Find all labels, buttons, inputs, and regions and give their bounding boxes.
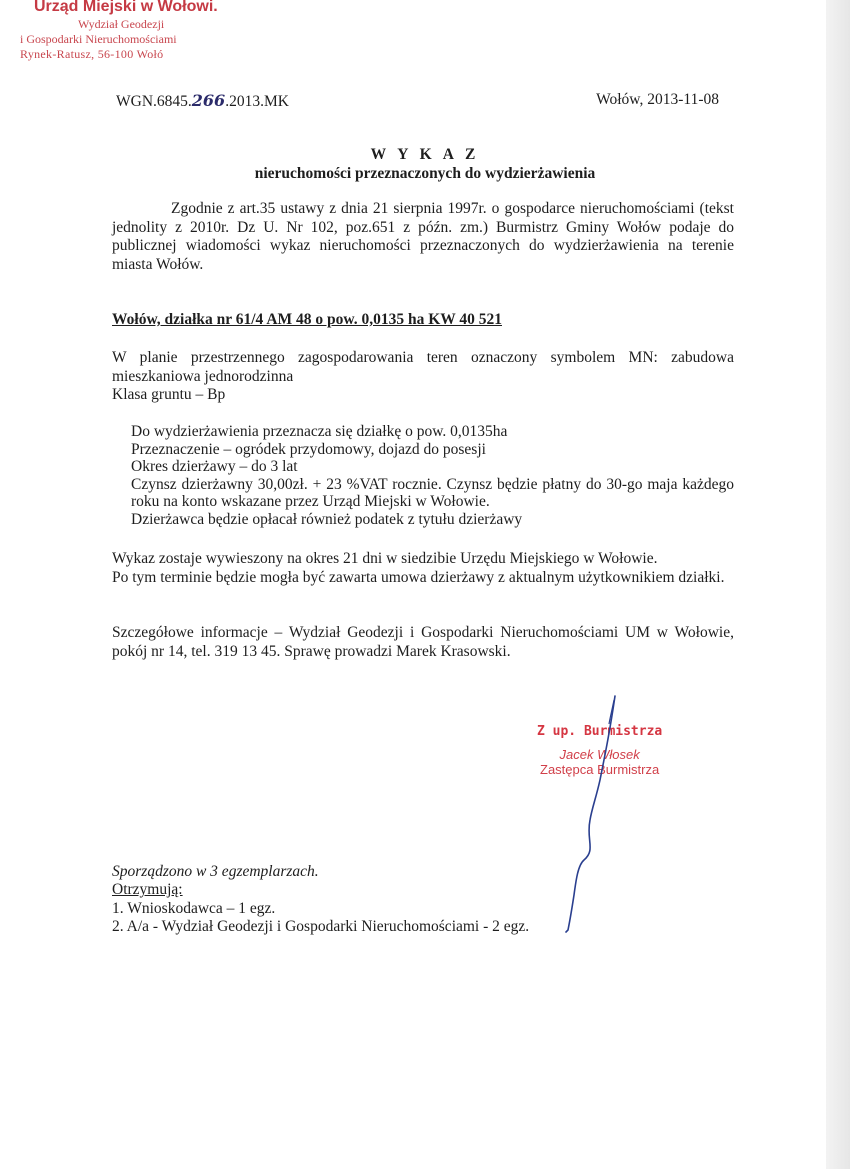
posting-notice — [112, 550, 734, 587]
reference-prefix: WGN.6845. — [116, 93, 192, 110]
handwritten-signature — [548, 690, 628, 940]
zoning-description: W planie przestrzennego zagospodarowania teren oznaczony symbolem MN: zabudowa mieszkaniowa jednorodzinna — [112, 349, 734, 385]
intro-paragraph: Zgodnie z art.35 ustawy z dnia 21 sierpnia 1997r. o gospodarce nieruchomościami (tekst jednolity z 2010r. Dz U. Nr 102, poz.651 z późn. zm.) Burmistrz Gminy Wołów podaje do publicznej wiadomości wykaz nieruchomości przeznaczonych do wydzierżawienia na terenie miasta Wołów. — [112, 200, 734, 273]
reference-handwritten-number: 266 — [191, 91, 226, 110]
stamp-department: Wydział Geodezji — [78, 17, 165, 31]
parcel-heading: Wołów, działka nr 61/4 AM 48 o pow. 0,0135 ha KW 40 521 — [112, 311, 502, 328]
office-header-stamp — [20, 0, 218, 62]
recipient-item: 2. A/a - Wydział Geodezji i Gospodarki Nieruchomościami - 2 egz. — [112, 917, 530, 935]
detail-rent: Czynsz dzierżawny 30,00zł. + 23 %VAT rocznie. Czynsz będzie płatny do 30-go maja każdego roku na konto wskazane przez Urząd Miejski w Wołowie. — [131, 475, 734, 510]
place-date: Wołów, 2013-11-08 — [596, 91, 719, 108]
stamp-office-name: Urząd Miejski w Wołowi. — [34, 0, 218, 15]
document-footer — [112, 863, 529, 936]
zoning-plan — [112, 349, 734, 405]
lease-details — [131, 423, 734, 528]
posting-after-term: Po tym terminie będzie mogła być zawarta umowa dzierżawy z aktualnym użytkownikiem działki. — [112, 568, 725, 586]
detail-period: Okres dzierżawy – do 3 lat — [131, 458, 298, 475]
posting-period: Wykaz zostaje wywieszony na okres 21 dni w siedzibie Urzędu Miejskiego w Wołowie. — [112, 550, 658, 567]
contact-info: Szczegółowe informacje – Wydział Geodezji i Gospodarki Nieruchomościami UM w Wołowie, pokój nr 14, tel. 319 13 45. Sprawę prowadzi Marek Krasowski. — [112, 624, 734, 660]
reference-suffix: .2013.MK — [225, 93, 289, 110]
soil-class: Klasa gruntu – Bp — [112, 386, 226, 403]
stamp-address: Rynek-Ratusz, 56-100 Wołó — [20, 47, 164, 61]
document-subtitle: nieruchomości przeznaczonych do wydzierżawienia — [254, 165, 596, 182]
detail-purpose: Przeznaczenie – ogródek przydomowy, dojazd do posesji — [131, 440, 486, 458]
document-title: W Y K A Z — [370, 146, 480, 163]
signature-stamp-authority: Z up. Burmistrza — [537, 724, 663, 739]
signature-stamp-name: Jacek Włosek — [559, 747, 640, 762]
recipients-label: Otrzymują: — [112, 881, 183, 899]
detail-area: Do wydzierżawienia przeznacza się działkę o pow. 0,0135ha — [131, 423, 508, 440]
reference-number — [116, 91, 289, 111]
signature-stamp-title: Zastępca Burmistrza — [540, 762, 660, 777]
stamp-department-cont: i Gospodarki Nieruchomościami — [20, 32, 177, 46]
recipient-item: 1. Wnioskodawca – 1 egz. — [112, 899, 276, 917]
detail-tax: Dzierżawca będzie opłacał również podatek z tytułu dzierżawy — [131, 510, 523, 528]
copies-note: Sporządzono w 3 egzemplarzach. — [112, 863, 319, 880]
